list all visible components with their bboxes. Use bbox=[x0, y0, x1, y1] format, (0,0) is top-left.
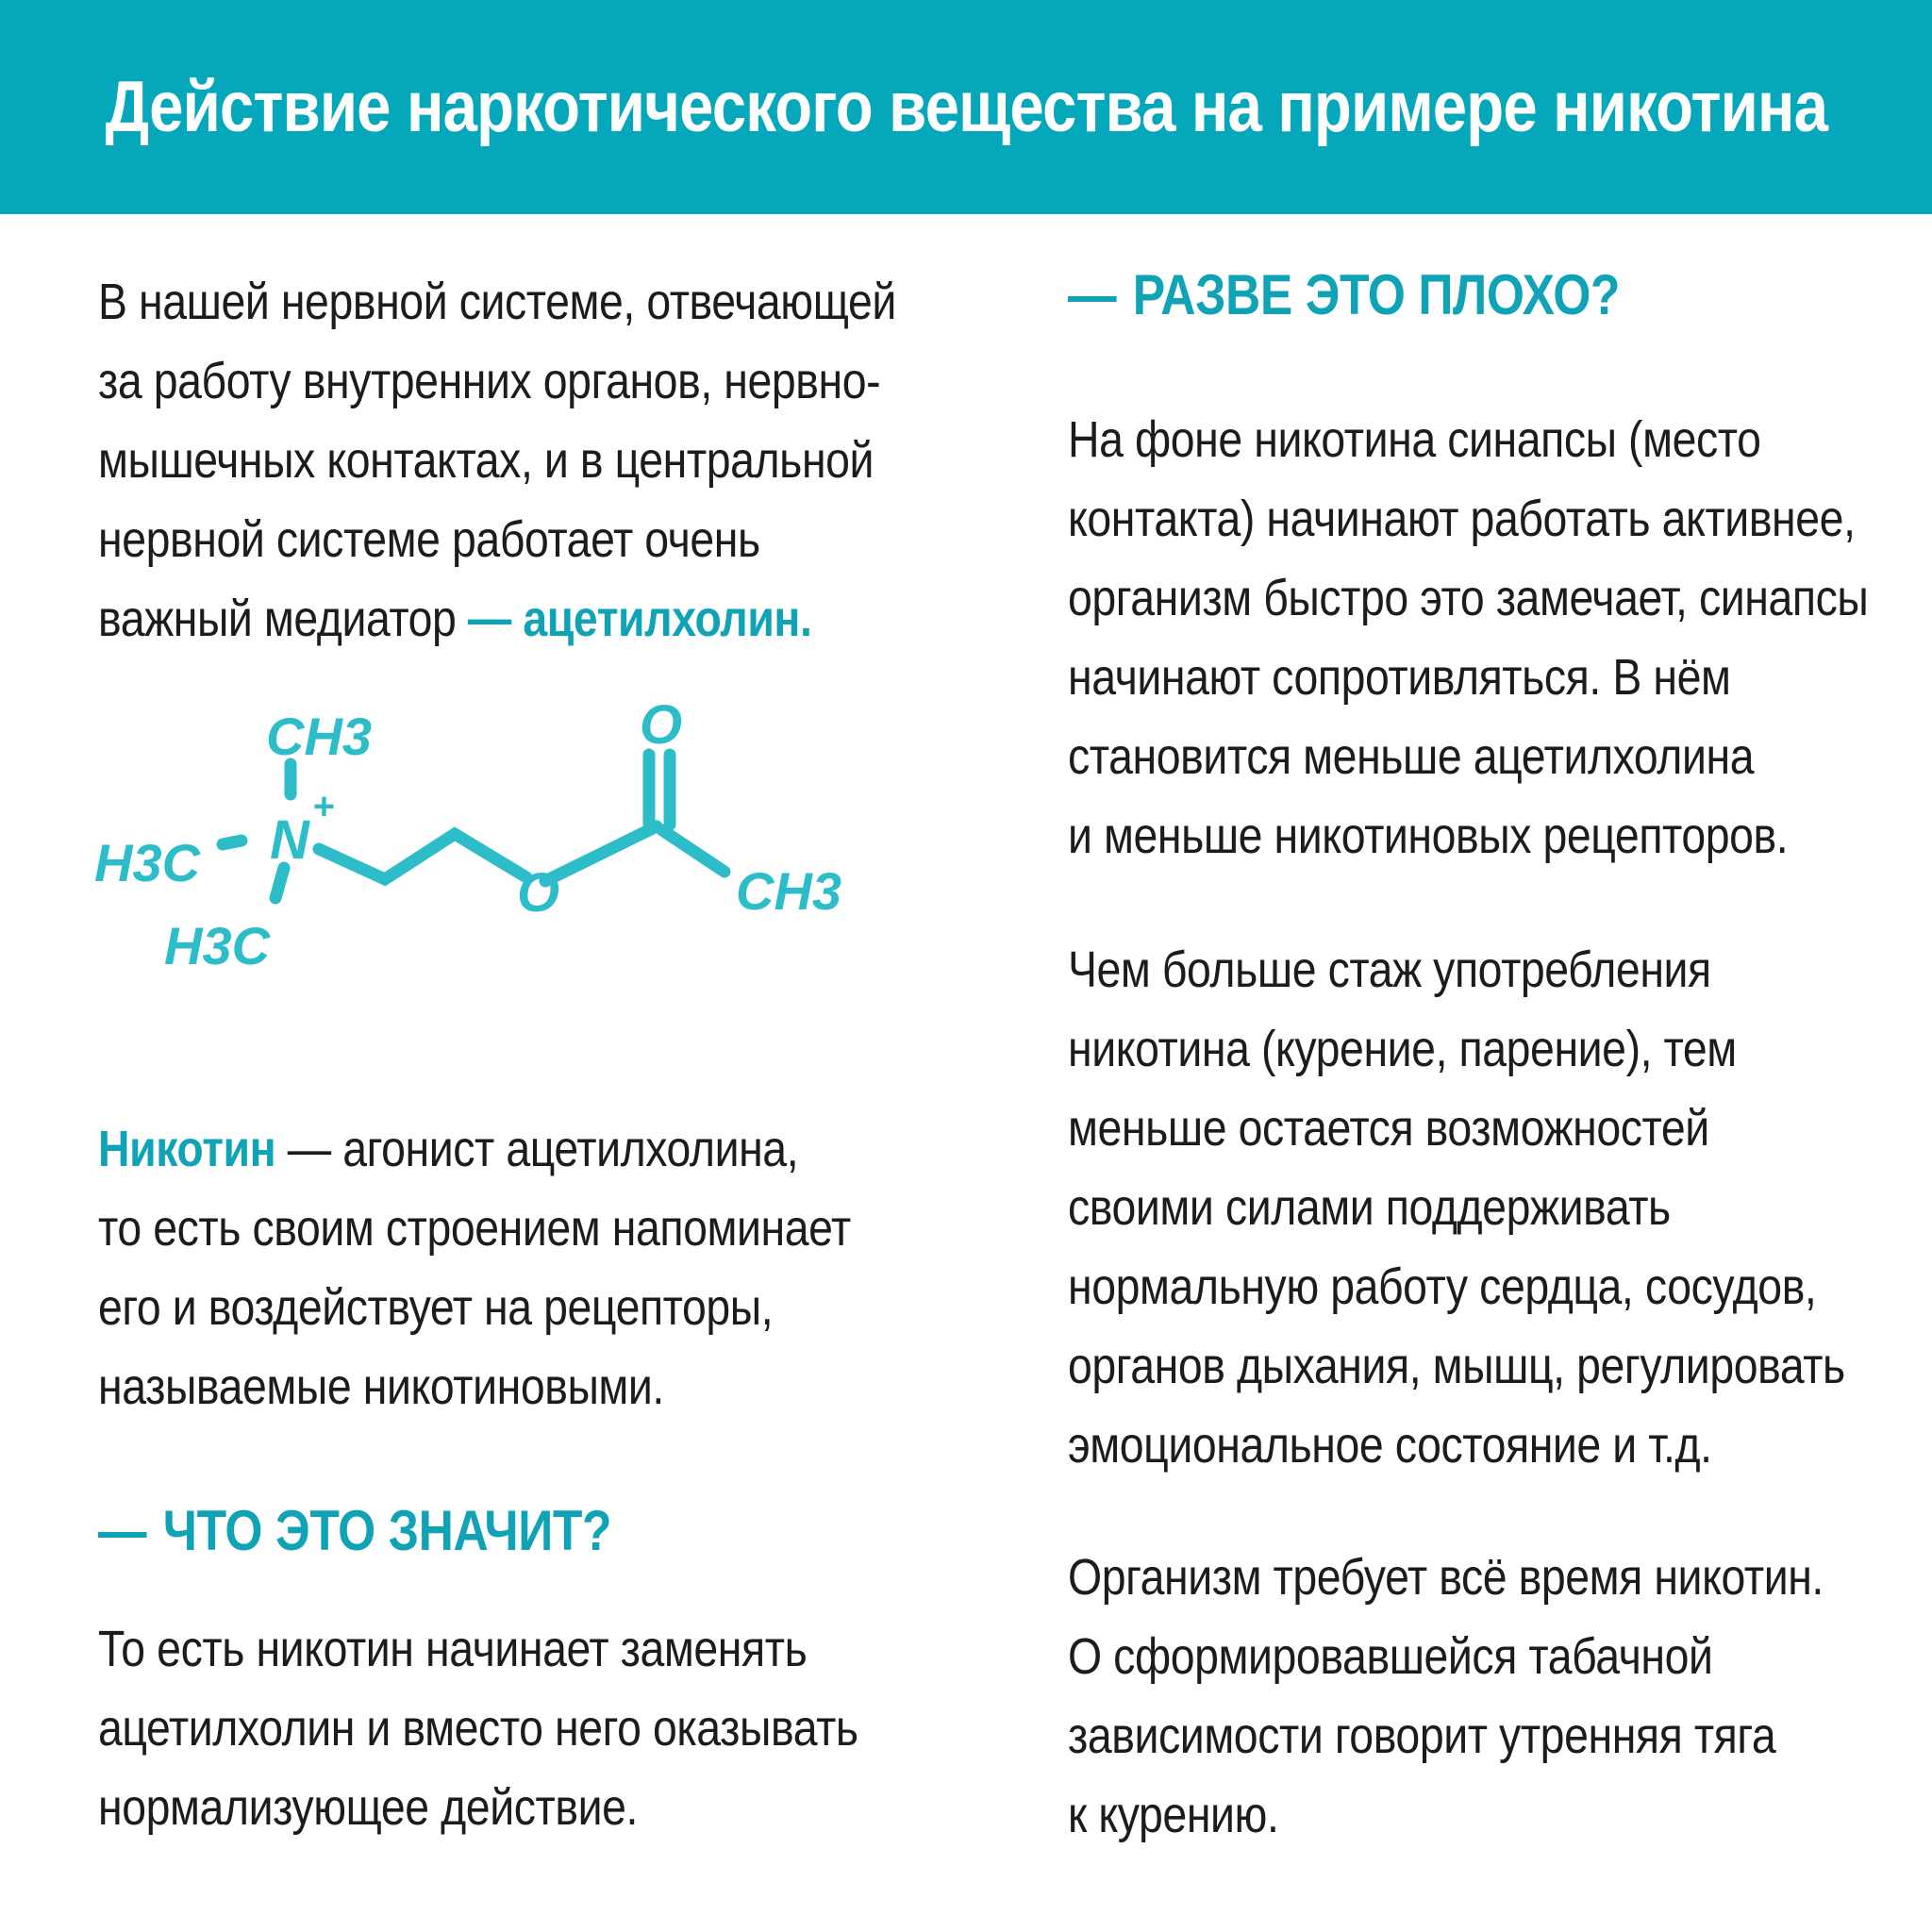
ester-oxygen-label: O bbox=[517, 862, 560, 924]
meaning-line: ацетилхолин и вместо него оказывать bbox=[98, 1700, 858, 1757]
intro-line: за работу внутренних органов, нервно- bbox=[98, 353, 881, 409]
experience-line: эмоциональное состояние и т.д. bbox=[1068, 1417, 1712, 1474]
nicotine-line-first bbox=[98, 1109, 851, 1189]
h3c-left-label: H3C bbox=[94, 833, 201, 892]
intro-line: В нашей нервной системе, отвечающей bbox=[98, 274, 896, 330]
heading-dash: — bbox=[1068, 263, 1117, 326]
dependency-paragraph bbox=[1068, 1538, 1932, 1855]
bond-c-ch3 bbox=[662, 830, 724, 872]
intro-line-last bbox=[98, 579, 896, 658]
acetylcholine-molecule bbox=[91, 679, 864, 1000]
experience-line: органов дыхания, мышц, регулировать bbox=[1068, 1338, 1845, 1394]
meaning-paragraph bbox=[98, 1609, 982, 1847]
nitrogen-label: N bbox=[270, 809, 309, 871]
synapse-line: и меньше никотиновых рецепторов. bbox=[1068, 808, 1789, 864]
experience-paragraph bbox=[1068, 930, 1932, 1485]
heading-text: ЧТО ЭТО ЗНАЧИТ? bbox=[162, 1499, 612, 1562]
nicotine-line: его и воздействует на рецепторы, bbox=[98, 1279, 774, 1336]
page-title: Действие наркотического вещества на примере никотина bbox=[105, 67, 1827, 147]
synapse-line: становится меньше ацетилхолина bbox=[1068, 728, 1755, 785]
intro-line: мышечных контактах, и в центральной bbox=[98, 432, 874, 489]
nicotine-definition: — агонист ацетилхолина, bbox=[275, 1121, 799, 1177]
dependency-line: Организм требует всё время никотин. bbox=[1068, 1549, 1824, 1606]
meaning-line: То есть никотин начинает заменять bbox=[98, 1621, 808, 1677]
experience-line: Чем больше стаж употребления bbox=[1068, 941, 1711, 998]
experience-line: нормальную работу сердца, сосудов, bbox=[1068, 1258, 1817, 1315]
synapse-line: контакта) начинают работать активнее, bbox=[1068, 491, 1856, 547]
ch3-right-label: CH3 bbox=[736, 861, 842, 921]
bond-h3c-n bbox=[223, 841, 242, 844]
intro-plain-text: важный медиатор bbox=[98, 591, 468, 647]
heading-dash: — bbox=[98, 1499, 147, 1562]
intro-paragraph bbox=[98, 262, 1026, 658]
bond-n-h3c-bottom bbox=[275, 868, 284, 898]
experience-line: меньше остается возможностей bbox=[1068, 1100, 1709, 1157]
intro-line: нервной системе работает очень bbox=[98, 511, 760, 568]
nicotine-paragraph bbox=[98, 1109, 974, 1426]
nicotine-highlight: Никотин bbox=[98, 1121, 276, 1177]
bond-chain bbox=[319, 834, 526, 879]
carbonyl-oxygen-label: O bbox=[640, 694, 683, 756]
experience-line: своими силами поддерживать bbox=[1068, 1179, 1671, 1236]
dependency-line: к курению. bbox=[1068, 1787, 1279, 1843]
bond-o-c bbox=[545, 826, 657, 881]
synapse-paragraph bbox=[1068, 400, 1932, 875]
synapse-line: организм быстро это замечает, синапсы bbox=[1068, 570, 1869, 626]
nicotine-line: то есть своим строением напоминает bbox=[98, 1200, 851, 1257]
dependency-line: зависимости говорит утренняя тяга bbox=[1068, 1707, 1776, 1764]
experience-line: никотина (курение, парение), тем bbox=[1068, 1021, 1737, 1077]
h3c-bottom-label: H3C bbox=[164, 916, 271, 975]
acetylcholine-highlight: — ацетилхолин. bbox=[467, 591, 812, 647]
ch3-top-label: CH3 bbox=[266, 707, 373, 766]
section-heading-meaning bbox=[98, 1498, 611, 1563]
synapse-line: начинают сопротивляться. В нём bbox=[1068, 649, 1731, 706]
synapse-line: На фоне никотина синапсы (место bbox=[1068, 411, 1761, 468]
heading-text: РАЗВЕ ЭТО ПЛОХО? bbox=[1132, 263, 1621, 326]
dependency-line: О сформировавшейся табачной bbox=[1068, 1628, 1713, 1685]
positive-charge: + bbox=[312, 786, 335, 827]
meaning-line: нормализующее действие. bbox=[98, 1779, 638, 1836]
header-banner bbox=[0, 0, 1932, 214]
nicotine-line: называемые никотиновыми. bbox=[98, 1358, 664, 1415]
section-heading-bad bbox=[1068, 262, 1620, 327]
